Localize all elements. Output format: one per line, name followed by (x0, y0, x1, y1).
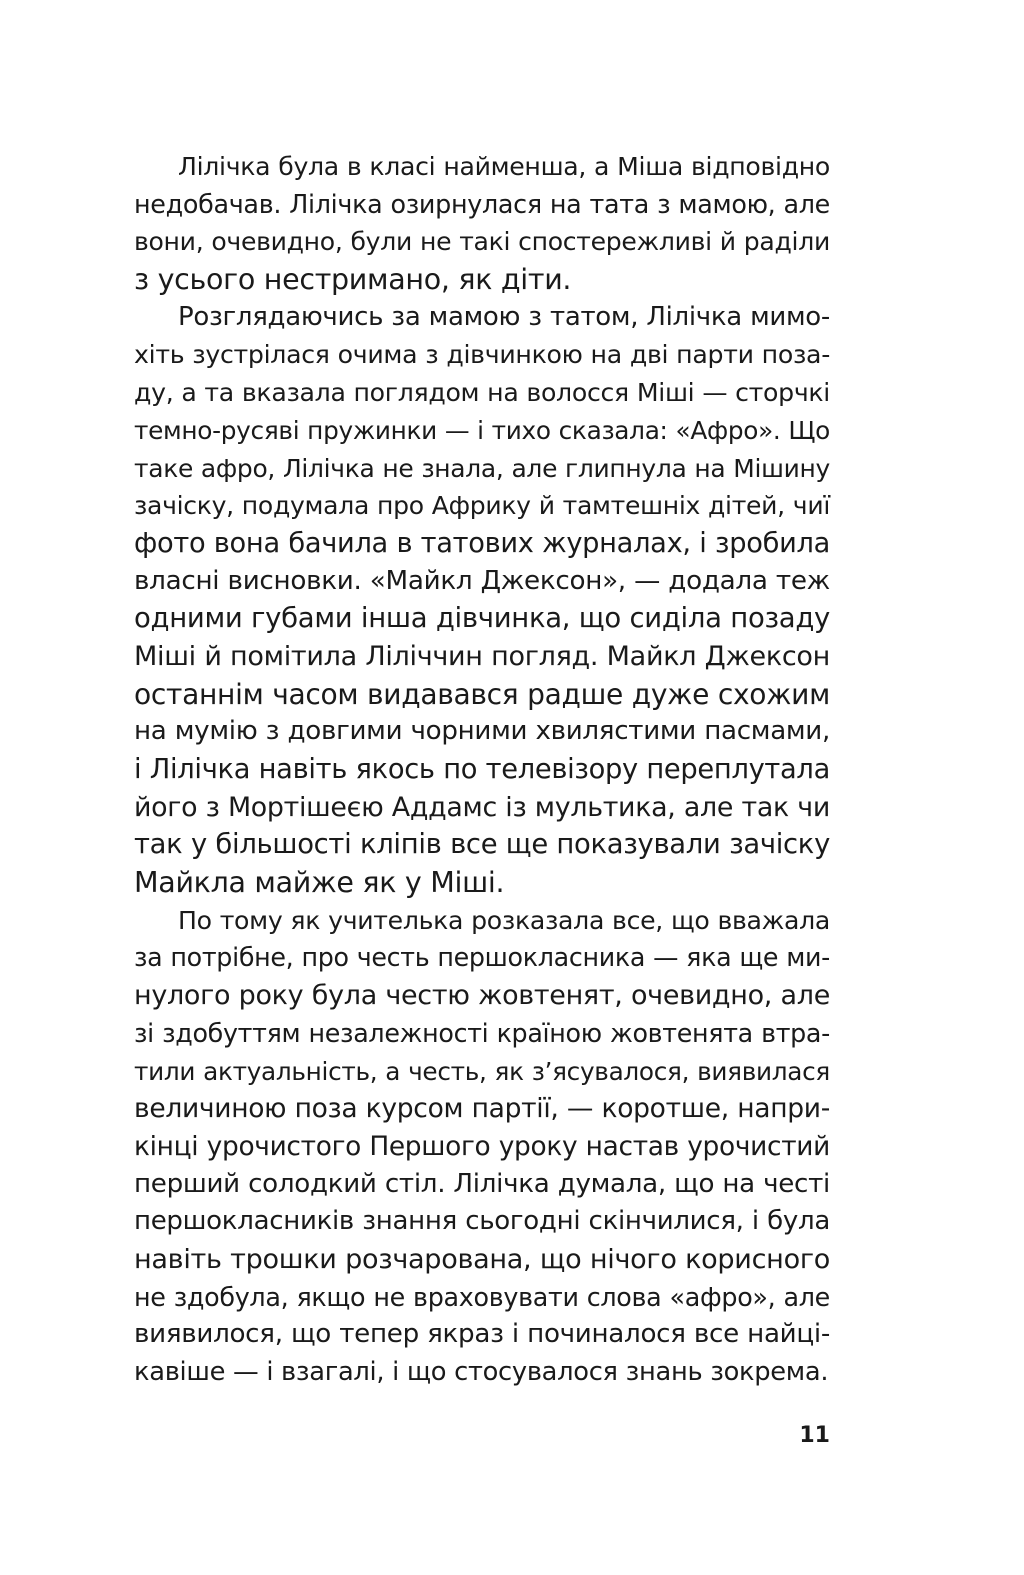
text-line: на мумію з довгими чорними хвилястими пасмами, (134, 716, 830, 747)
text-line: кінці урочистого Першого уроку настав урочистий (134, 1130, 830, 1162)
text-line: не здобула, якщо не враховувати слова «афро», але (134, 1281, 830, 1312)
paragraph-2 (134, 299, 830, 902)
page-number: 11 (799, 1423, 830, 1448)
text-line: одними губами інша дівчинка, що сиділа позаду (134, 602, 830, 635)
text-line: навіть трошки розчарована, що нічого корисного (134, 1243, 830, 1275)
text-line: кавіше — і взагалі, і що стосувалося знань зокрема. (134, 1357, 829, 1387)
text-line: фото вона бачила в татових журналах, і зробила (134, 527, 830, 559)
text-line: за потрібне, про честь першокласника — яка ще ми- (134, 942, 830, 973)
text-line: і Лілічка навіть якось по телевізору переплутала (134, 754, 830, 785)
text-line: виявилося, що тепер якраз і починалося все найці- (134, 1319, 830, 1350)
text-line: власні висновки. «Майкл Джексон», — додала теж (134, 565, 830, 596)
text-line: По тому як учителька розказала все, що вважала (178, 905, 830, 935)
text-line: зачіску, подумала про Африку й тамтешніх дітей, чиї (134, 491, 830, 521)
text-line: величиною поза курсом партії, — коротше, напри- (134, 1093, 830, 1125)
text-line: Лілічка була в класі найменша, а Міша відповідно (178, 152, 830, 181)
text-line: Розглядаючись за мамою з татом, Лілічка мимо- (178, 301, 830, 332)
text-line: зі здобуттям незалежності країною жовтенята втра- (134, 1017, 830, 1048)
text-line: таке афро, Лілічка не знала, але глипнула на Мішину (134, 453, 830, 483)
body-text (134, 148, 830, 1392)
text-line: Майкла майже як у Міші. (134, 866, 505, 900)
text-line: тили актуальність, а честь, як з’ясувалося, виявилася (134, 1056, 830, 1086)
text-line: нулого року була честю жовтенят, очевидно, але (134, 980, 830, 1012)
text-line: ду, а та вказала поглядом на волосся Міші — сторчкі (134, 378, 830, 408)
text-line: Міші й помітила Лілiччин погляд. Майкл Джексон (134, 640, 830, 672)
paragraph-1 (134, 148, 830, 299)
text-line: вони, очевидно, були не такі спостережливі й раділи (134, 227, 830, 257)
paragraph-3 (134, 902, 830, 1392)
text-line: першокласників знання сьогодні скінчилися, і була (134, 1206, 830, 1237)
text-line: його з Мортішеєю Аддамс із мультика, але так чи (134, 791, 830, 823)
text-line: перший солодкий стіл. Лілічка думала, що на честі (134, 1168, 830, 1199)
text-line: так у більшості кліпів все ще показували зачіску (134, 829, 830, 861)
text-line: темно-русяві пружинки — і тихо сказала: «Афро». Що (134, 415, 830, 445)
text-line: недобачав. Лілічка озирнулася на тата з мамою, але (134, 188, 830, 219)
text-line: останнім часом видавався радше дуже схожим (134, 677, 830, 711)
text-line: з усього нестримано, як діти. (134, 263, 572, 297)
text-line: хіть зустрілася очима з дівчинкою на дві парти поза- (134, 340, 830, 370)
